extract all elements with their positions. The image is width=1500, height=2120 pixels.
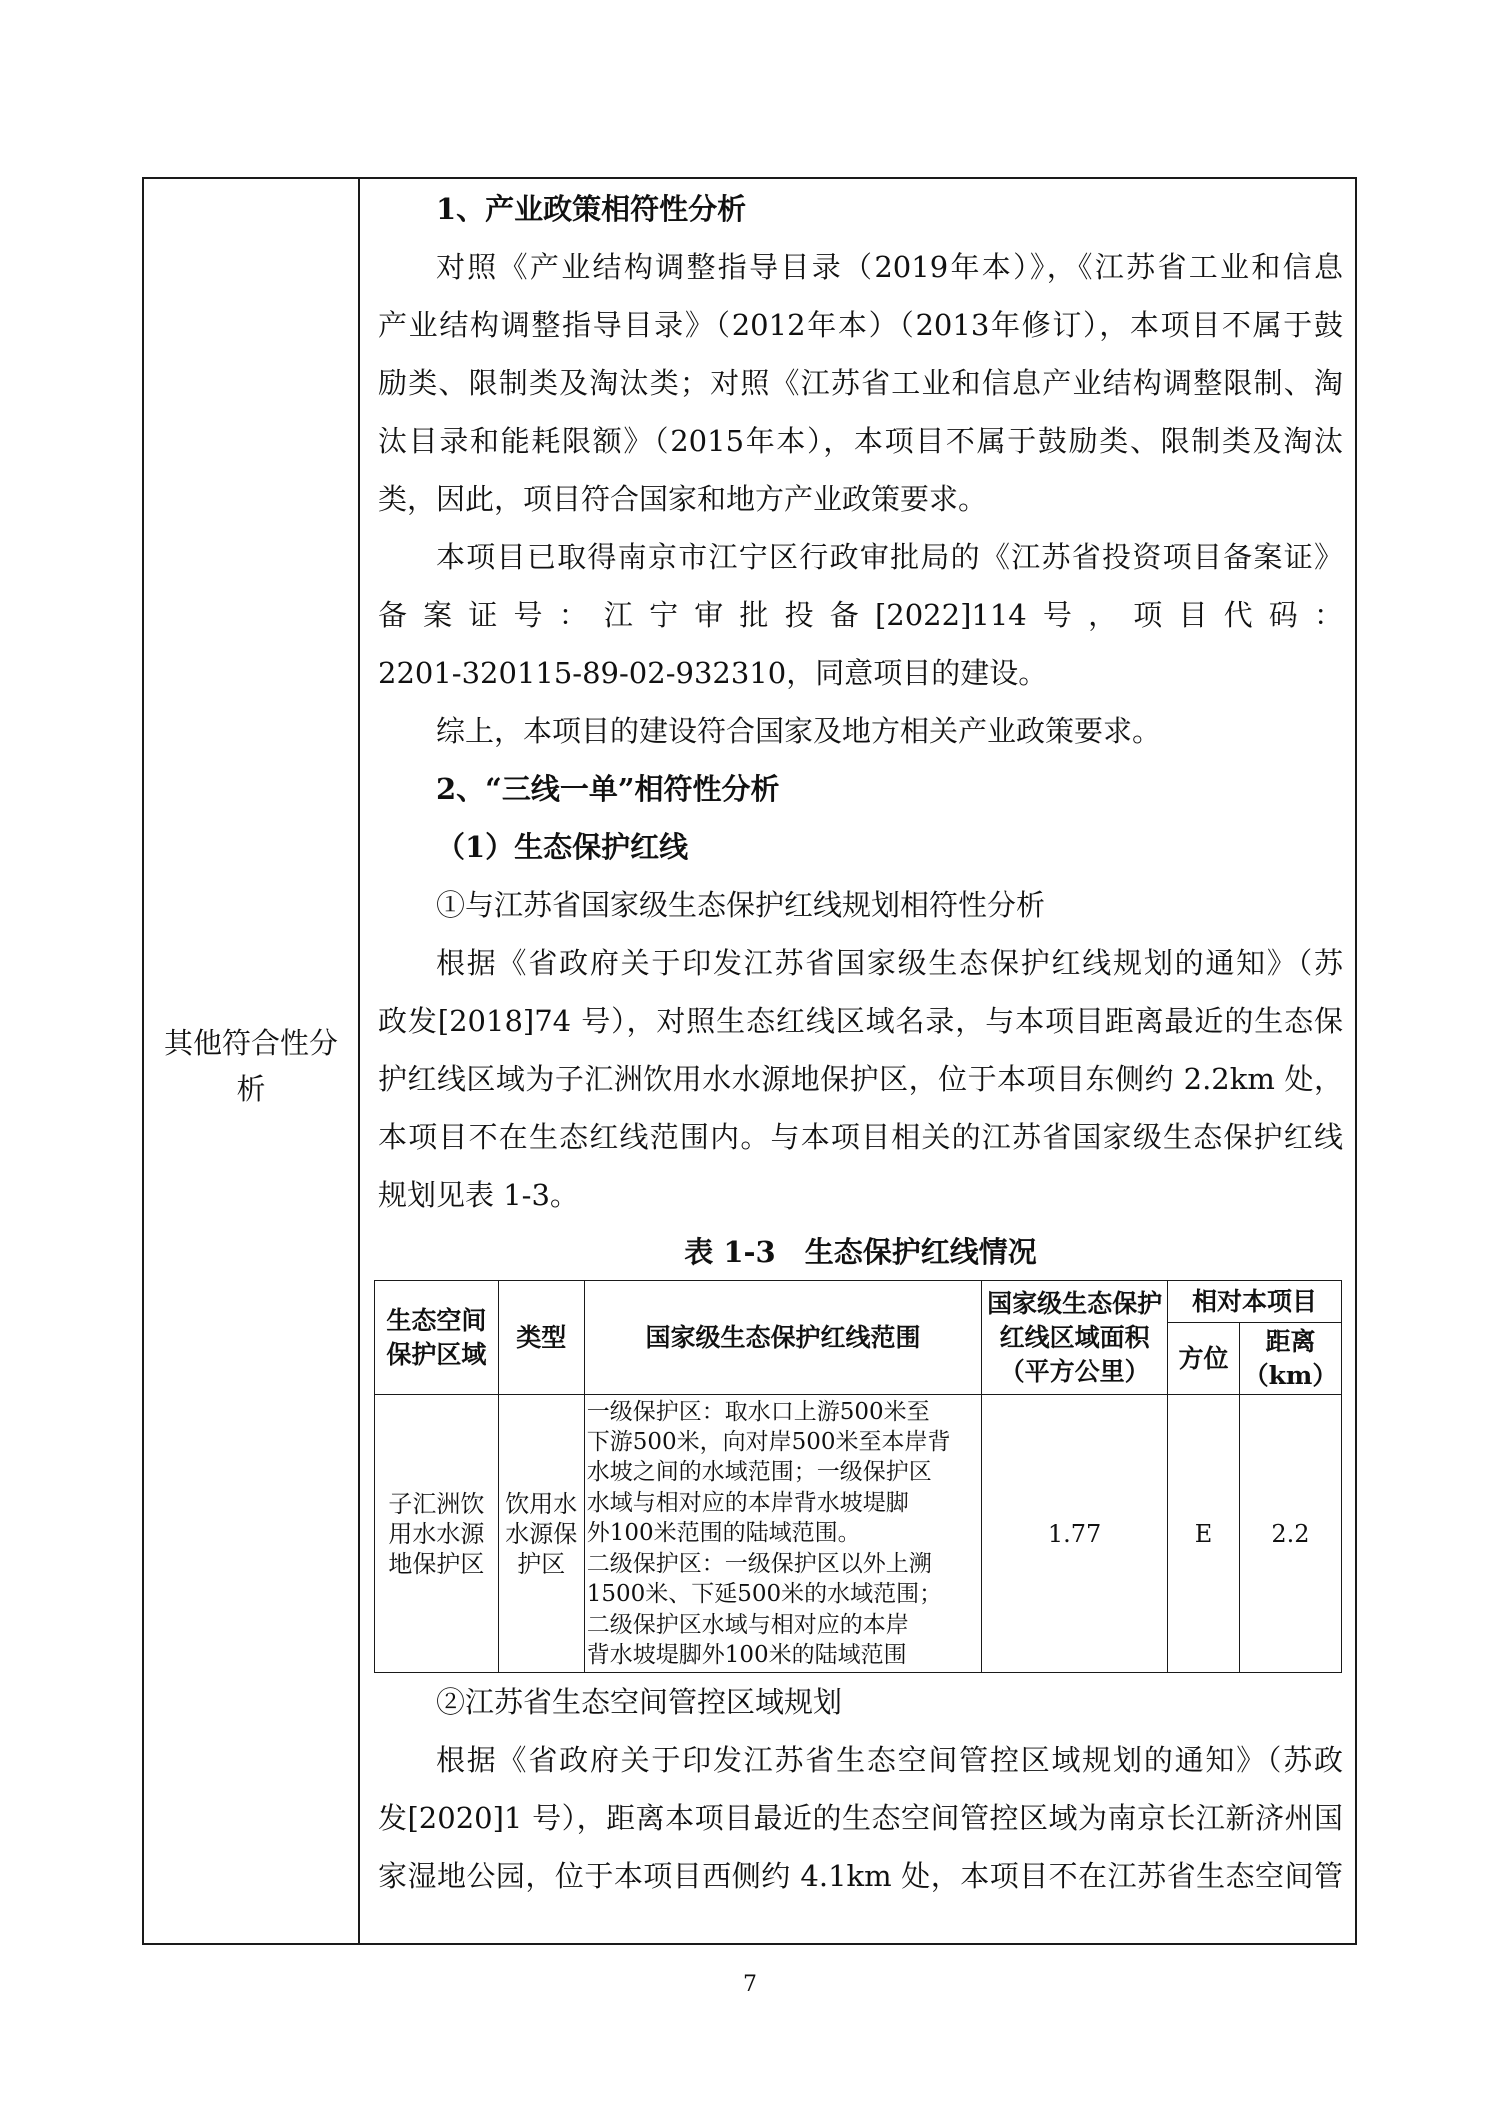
paragraph-line: 2201-320115-89-02-932310，同意项目的建设。 — [378, 656, 1048, 690]
header-area: 生态空间 保护区域 — [375, 1281, 499, 1395]
paragraph-line: 汰目录和能耗限额》（2015年本），本项目不属于鼓励类、限制类及淘汰 — [378, 424, 1343, 458]
section2-heading: 2、“三线一单”相符性分析 — [436, 772, 780, 806]
paragraph-line: 护红线区域为子汇洲饮用水水源地保护区，位于本项目东侧约 2.2km 处， — [378, 1062, 1343, 1096]
item-heading: ①与江苏省国家级生态保护红线规划相符性分析 — [436, 888, 1046, 922]
header-distance: 距离 （km） — [1239, 1323, 1341, 1395]
cell-range: 一级保护区：取水口上游500米至 下游500米，向对岸500米至本岸背 水坡之间的水域范围；一级保护区 水域与相对应的本岸背水坡堤脚 外100米范围的陆域范围。 二级保护区：一级保护区以外上溯 1500米、下延500米的水域范围； 二级保护区水域与相对应的本岸 背水坡堤脚外100米的陆域范围 — [584, 1395, 981, 1673]
table-row — [375, 1395, 1342, 1673]
cell-distance: 2.2 — [1239, 1395, 1341, 1673]
section1-heading: 1、产业政策相符性分析 — [436, 192, 747, 226]
cell-area: 子汇洲饮 用水水源 地保护区 — [375, 1395, 499, 1673]
paragraph-line: 产业结构调整指导目录》（2012年本）（2013年修订），本项目不属于鼓 — [378, 308, 1343, 342]
paragraph-line: 励类、限制类及淘汰类；对照《江苏省工业和信息产业结构调整限制、淘 — [378, 366, 1343, 400]
paragraph-line: 备案证号：江宁审批投备[2022]114号，项目代码： — [378, 598, 1343, 632]
paragraph-line: 发[2020]1 号），距离本项目最近的生态空间管控区域为南京长江新济州国 — [378, 1801, 1343, 1835]
header-size: 国家级生态保护 红线区域面积 （平方公里） — [982, 1281, 1168, 1395]
page-number: 7 — [743, 1972, 757, 1997]
header-relative: 相对本项目 — [1168, 1281, 1342, 1323]
row-label-text: 其他符合性分析 — [163, 1026, 338, 1106]
subsection-heading: （1）生态保护红线 — [436, 830, 689, 864]
cell-direction: E — [1168, 1395, 1240, 1673]
row-label — [144, 1020, 358, 1112]
paragraph-line: 本项目不在生态红线范围内。与本项目相关的江苏省国家级生态保护红线 — [378, 1120, 1343, 1154]
paragraph-line: 根据《省政府关于印发江苏省国家级生态保护红线规划的通知》（苏 — [436, 946, 1343, 980]
paragraph-line: 类，因此，项目符合国家和地方产业政策要求。 — [378, 482, 988, 516]
header-type: 类型 — [498, 1281, 584, 1395]
cell-type: 饮用水 水源保 护区 — [498, 1395, 584, 1673]
column-divider — [358, 177, 360, 1945]
paragraph-line: 根据《省政府关于印发江苏省生态空间管控区域规划的通知》（苏政 — [436, 1743, 1343, 1777]
item-heading: ②江苏省生态空间管控区域规划 — [436, 1685, 843, 1719]
paragraph-line: 规划见表 1-3。 — [378, 1178, 579, 1212]
cell-size: 1.77 — [982, 1395, 1168, 1673]
analysis-content — [378, 180, 1343, 1905]
paragraph-line: 综上，本项目的建设符合国家及地方相关产业政策要求。 — [436, 714, 1162, 748]
paragraph-line: 家湿地公园，位于本项目西侧约 4.1km 处，本项目不在江苏省生态空间管 — [378, 1859, 1343, 1893]
table-caption: 表 1-3 生态保护红线情况 — [684, 1235, 1037, 1269]
eco-redline-table — [374, 1280, 1342, 1673]
paragraph-line: 政发[2018]74 号），对照生态红线区域名录，与本项目距离最近的生态保 — [378, 1004, 1343, 1038]
header-range: 国家级生态保护红线范围 — [584, 1281, 981, 1395]
paragraph-line: 对照《产业结构调整指导目录（2019年本）》，《江苏省工业和信息 — [436, 250, 1343, 284]
header-direction: 方位 — [1168, 1323, 1240, 1395]
paragraph-line: 本项目已取得南京市江宁区行政审批局的《江苏省投资项目备案证》 — [436, 540, 1343, 574]
